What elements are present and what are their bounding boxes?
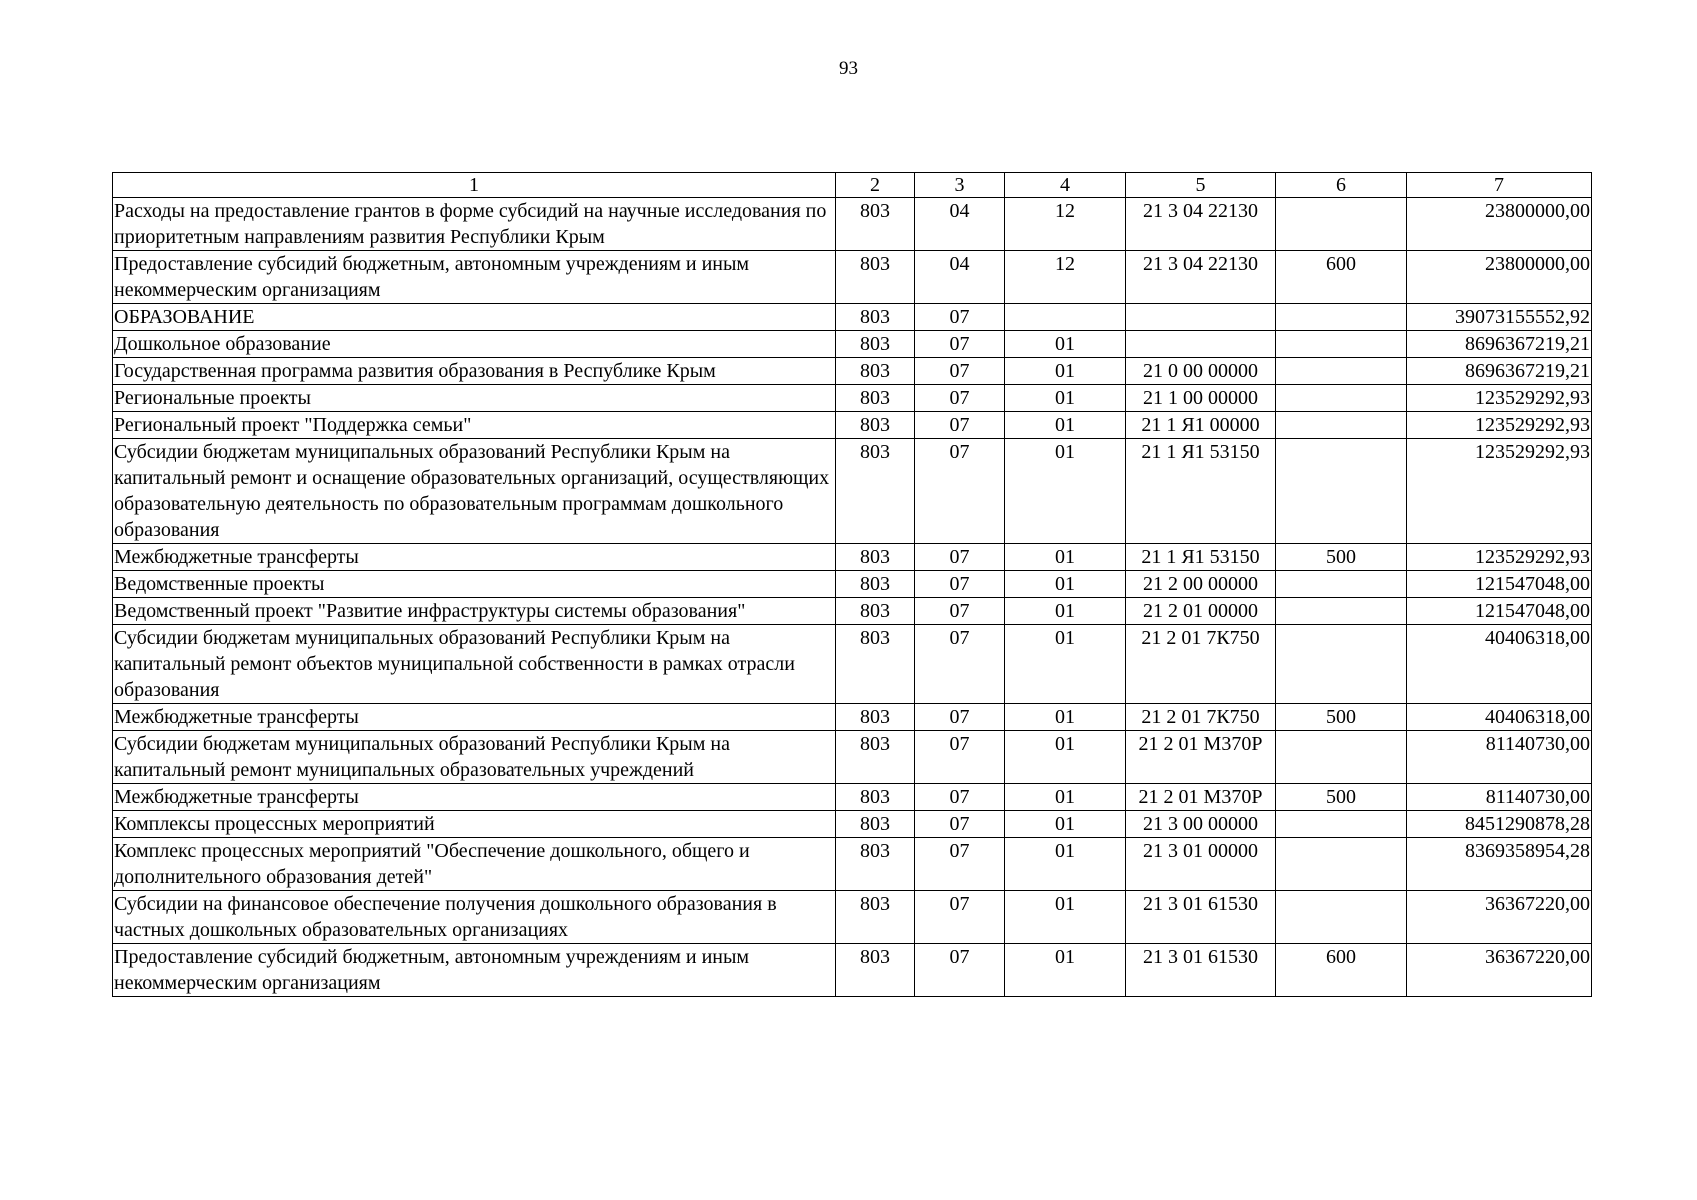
section-code-cell: 07 [915, 385, 1005, 412]
line-name-cell: ОБРАЗОВАНИЕ [113, 304, 836, 331]
amount-cell: 36367220,00 [1407, 944, 1592, 997]
expense-type-code-cell [1276, 331, 1407, 358]
section-code-cell: 07 [915, 358, 1005, 385]
admin-code-cell: 803 [836, 544, 915, 571]
amount-cell: 36367220,00 [1407, 891, 1592, 944]
section-code-cell: 07 [915, 304, 1005, 331]
amount-cell: 39073155552,92 [1407, 304, 1592, 331]
section-code-cell: 07 [915, 838, 1005, 891]
section-code-cell: 07 [915, 944, 1005, 997]
expense-type-code-cell: 600 [1276, 251, 1407, 304]
table-row [113, 784, 1592, 811]
subsection-code-cell: 01 [1005, 838, 1126, 891]
section-code-cell: 07 [915, 811, 1005, 838]
admin-code-cell: 803 [836, 571, 915, 598]
amount-cell: 40406318,00 [1407, 625, 1592, 704]
expense-type-code-cell: 500 [1276, 784, 1407, 811]
expense-type-code-cell [1276, 385, 1407, 412]
target-article-code-cell: 21 2 01 М370Р [1126, 784, 1276, 811]
expense-type-code-cell [1276, 625, 1407, 704]
table-row [113, 544, 1592, 571]
section-code-cell: 07 [915, 412, 1005, 439]
amount-cell: 123529292,93 [1407, 544, 1592, 571]
subsection-code-cell: 01 [1005, 704, 1126, 731]
target-article-code-cell [1126, 331, 1276, 358]
target-article-code-cell: 21 3 01 61530 [1126, 944, 1276, 997]
target-article-code-cell: 21 2 01 7К750 [1126, 704, 1276, 731]
subsection-code-cell: 01 [1005, 544, 1126, 571]
amount-cell: 123529292,93 [1407, 439, 1592, 544]
section-code-cell: 07 [915, 544, 1005, 571]
admin-code-cell: 803 [836, 598, 915, 625]
line-name-cell: Государственная программа развития образования в Республике Крым [113, 358, 836, 385]
target-article-code-cell: 21 0 00 00000 [1126, 358, 1276, 385]
header-cell-3: 3 [915, 173, 1005, 198]
target-article-code-cell: 21 1 Я1 00000 [1126, 412, 1276, 439]
table-row [113, 625, 1592, 704]
section-code-cell: 07 [915, 571, 1005, 598]
expense-type-code-cell [1276, 412, 1407, 439]
subsection-code-cell [1005, 304, 1126, 331]
table-row [113, 439, 1592, 544]
line-name-cell: Субсидии бюджетам муниципальных образований Республики Крым на капитальный ремонт муниципальных образовательных учреждений [113, 731, 836, 784]
section-code-cell: 07 [915, 598, 1005, 625]
line-name-cell: Межбюджетные трансферты [113, 784, 836, 811]
line-name-cell: Ведомственный проект "Развитие инфраструктуры системы образования" [113, 598, 836, 625]
admin-code-cell: 803 [836, 358, 915, 385]
budget-table [112, 172, 1592, 997]
line-name-cell: Межбюджетные трансферты [113, 544, 836, 571]
header-cell-7: 7 [1407, 173, 1592, 198]
table-row [113, 251, 1592, 304]
admin-code-cell: 803 [836, 625, 915, 704]
line-name-cell: Ведомственные проекты [113, 571, 836, 598]
section-code-cell: 07 [915, 625, 1005, 704]
target-article-code-cell: 21 3 04 22130 [1126, 251, 1276, 304]
section-code-cell: 07 [915, 704, 1005, 731]
amount-cell: 123529292,93 [1407, 412, 1592, 439]
target-article-code-cell: 21 2 00 00000 [1126, 571, 1276, 598]
amount-cell: 8369358954,28 [1407, 838, 1592, 891]
expense-type-code-cell: 500 [1276, 544, 1407, 571]
target-article-code-cell: 21 3 01 00000 [1126, 838, 1276, 891]
table-body [113, 198, 1592, 997]
table-row [113, 358, 1592, 385]
table-row [113, 304, 1592, 331]
expense-type-code-cell [1276, 811, 1407, 838]
subsection-code-cell: 01 [1005, 731, 1126, 784]
admin-code-cell: 803 [836, 439, 915, 544]
admin-code-cell: 803 [836, 198, 915, 251]
expense-type-code-cell [1276, 304, 1407, 331]
expense-type-code-cell [1276, 439, 1407, 544]
section-code-cell: 04 [915, 251, 1005, 304]
line-name-cell: Субсидии бюджетам муниципальных образований Республики Крым на капитальный ремонт и оснащение образовательных организаций, осуществляющих образовательную деятельность по образовательным программам дошкольного образования [113, 439, 836, 544]
expense-type-code-cell [1276, 838, 1407, 891]
subsection-code-cell: 01 [1005, 331, 1126, 358]
amount-cell: 8696367219,21 [1407, 331, 1592, 358]
expense-type-code-cell [1276, 358, 1407, 385]
line-name-cell: Субсидии бюджетам муниципальных образований Республики Крым на капитальный ремонт объектов муниципальной собственности в рамках отрасли образования [113, 625, 836, 704]
subsection-code-cell: 01 [1005, 412, 1126, 439]
target-article-code-cell: 21 3 04 22130 [1126, 198, 1276, 251]
subsection-code-cell: 12 [1005, 198, 1126, 251]
header-cell-5: 5 [1126, 173, 1276, 198]
target-article-code-cell: 21 1 Я1 53150 [1126, 439, 1276, 544]
admin-code-cell: 803 [836, 331, 915, 358]
table-row [113, 811, 1592, 838]
section-code-cell: 07 [915, 784, 1005, 811]
amount-cell: 81140730,00 [1407, 731, 1592, 784]
admin-code-cell: 803 [836, 704, 915, 731]
page-number: 93 [839, 58, 858, 79]
subsection-code-cell: 01 [1005, 571, 1126, 598]
section-code-cell: 07 [915, 891, 1005, 944]
header-cell-2: 2 [836, 173, 915, 198]
admin-code-cell: 803 [836, 838, 915, 891]
subsection-code-cell: 01 [1005, 439, 1126, 544]
subsection-code-cell: 01 [1005, 598, 1126, 625]
header-cell-1: 1 [113, 173, 836, 198]
header-cell-4: 4 [1005, 173, 1126, 198]
admin-code-cell: 803 [836, 784, 915, 811]
amount-cell: 40406318,00 [1407, 704, 1592, 731]
admin-code-cell: 803 [836, 304, 915, 331]
amount-cell: 8451290878,28 [1407, 811, 1592, 838]
line-name-cell: Дошкольное образование [113, 331, 836, 358]
subsection-code-cell: 01 [1005, 625, 1126, 704]
expense-type-code-cell [1276, 731, 1407, 784]
amount-cell: 123529292,93 [1407, 385, 1592, 412]
amount-cell: 81140730,00 [1407, 784, 1592, 811]
line-name-cell: Межбюджетные трансферты [113, 704, 836, 731]
header-cell-6: 6 [1276, 173, 1407, 198]
admin-code-cell: 803 [836, 385, 915, 412]
admin-code-cell: 803 [836, 731, 915, 784]
admin-code-cell: 803 [836, 811, 915, 838]
subsection-code-cell: 01 [1005, 811, 1126, 838]
line-name-cell: Предоставление субсидий бюджетным, автономным учреждениям и иным некоммерческим организациям [113, 944, 836, 997]
target-article-code-cell: 21 2 01 М370Р [1126, 731, 1276, 784]
target-article-code-cell: 21 2 01 7К750 [1126, 625, 1276, 704]
subsection-code-cell: 01 [1005, 784, 1126, 811]
line-name-cell: Предоставление субсидий бюджетным, автономным учреждениям и иным некоммерческим организациям [113, 251, 836, 304]
target-article-code-cell: 21 3 00 00000 [1126, 811, 1276, 838]
line-name-cell: Субсидии на финансовое обеспечение получения дошкольного образования в частных дошкольных образовательных организациях [113, 891, 836, 944]
table-row [113, 731, 1592, 784]
subsection-code-cell: 01 [1005, 358, 1126, 385]
section-code-cell: 04 [915, 198, 1005, 251]
subsection-code-cell: 12 [1005, 251, 1126, 304]
subsection-code-cell: 01 [1005, 891, 1126, 944]
amount-cell: 121547048,00 [1407, 571, 1592, 598]
target-article-code-cell: 21 3 01 61530 [1126, 891, 1276, 944]
expense-type-code-cell [1276, 198, 1407, 251]
target-article-code-cell: 21 2 01 00000 [1126, 598, 1276, 625]
table-row [113, 704, 1592, 731]
target-article-code-cell [1126, 304, 1276, 331]
admin-code-cell: 803 [836, 251, 915, 304]
table-row [113, 598, 1592, 625]
admin-code-cell: 803 [836, 891, 915, 944]
section-code-cell: 07 [915, 439, 1005, 544]
table-row [113, 838, 1592, 891]
line-name-cell: Комплекс процессных мероприятий "Обеспечение дошкольного, общего и дополнительного образования детей" [113, 838, 836, 891]
section-code-cell: 07 [915, 331, 1005, 358]
target-article-code-cell: 21 1 00 00000 [1126, 385, 1276, 412]
expense-type-code-cell: 600 [1276, 944, 1407, 997]
table-row [113, 944, 1592, 997]
expense-type-code-cell [1276, 571, 1407, 598]
section-code-cell: 07 [915, 731, 1005, 784]
line-name-cell: Региональный проект "Поддержка семьи" [113, 412, 836, 439]
line-name-cell: Региональные проекты [113, 385, 836, 412]
target-article-code-cell: 21 1 Я1 53150 [1126, 544, 1276, 571]
admin-code-cell: 803 [836, 944, 915, 997]
expense-type-code-cell [1276, 598, 1407, 625]
amount-cell: 23800000,00 [1407, 198, 1592, 251]
table-row [113, 412, 1592, 439]
table-row [113, 198, 1592, 251]
subsection-code-cell: 01 [1005, 385, 1126, 412]
table-row [113, 331, 1592, 358]
table-row [113, 385, 1592, 412]
admin-code-cell: 803 [836, 412, 915, 439]
amount-cell: 121547048,00 [1407, 598, 1592, 625]
table-row [113, 571, 1592, 598]
expense-type-code-cell [1276, 891, 1407, 944]
table-row [113, 891, 1592, 944]
expense-type-code-cell: 500 [1276, 704, 1407, 731]
line-name-cell: Расходы на предоставление грантов в форме субсидий на научные исследования по приоритетным направлениям развития Республики Крым [113, 198, 836, 251]
line-name-cell: Комплексы процессных мероприятий [113, 811, 836, 838]
subsection-code-cell: 01 [1005, 944, 1126, 997]
header-row [113, 173, 1592, 198]
amount-cell: 8696367219,21 [1407, 358, 1592, 385]
amount-cell: 23800000,00 [1407, 251, 1592, 304]
